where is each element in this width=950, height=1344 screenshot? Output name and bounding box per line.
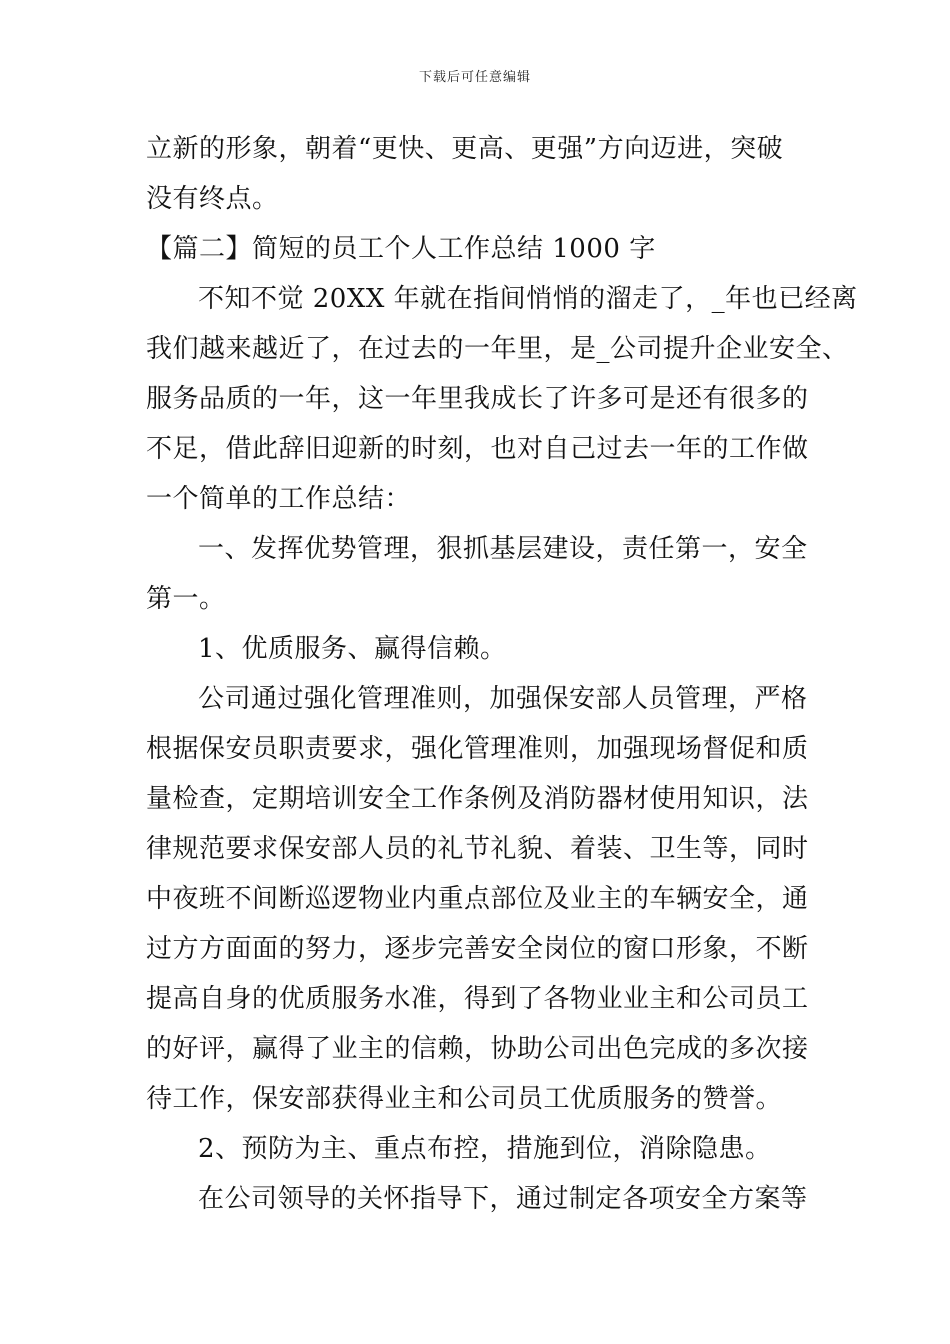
subsection-heading: 一、发挥优势管理，狠抓基层建设，责任第一，安全	[198, 534, 808, 564]
text-line: 律规范要求保安部人员的礼节礼貌、着装、卫生等，同时	[146, 834, 809, 864]
section-heading: 【篇二】简短的员工个人工作总结 1000 字	[146, 234, 656, 264]
text-line: 服务品质的一年，这一年里我成长了许多可是还有很多的	[146, 384, 809, 414]
text-line: 立新的形象，朝着“更快、更高、更强”方向迈进，突破	[146, 134, 784, 164]
text-line: 量检查，定期培训安全工作条例及消防器材使用知识，法	[146, 784, 809, 814]
text-line: 不足，借此辞旧迎新的时刻，也对自己过去一年的工作做	[146, 434, 809, 464]
text-line: 的好评，赢得了业主的信赖，协助公司出色完成的多次接	[146, 1034, 809, 1064]
page-header: 下载后可任意编辑	[418, 70, 531, 85]
paragraph-start: 公司通过强化管理准则，加强保安部人员管理，严格	[198, 684, 808, 714]
document-body	[146, 124, 858, 1224]
text-line: 提高自身的优质服务水准，得到了各物业业主和公司员工	[146, 984, 809, 1014]
text-line: 中夜班不间断巡逻物业内重点部位及业主的车辆安全，通	[146, 884, 809, 914]
item-heading: 2、预防为主、重点布控，措施到位，消除隐患。	[198, 1134, 772, 1164]
text-line: 一个简单的工作总结：	[146, 484, 412, 514]
text-line: 待工作，保安部获得业主和公司员工优质服务的赞誉。	[146, 1084, 783, 1114]
paragraph-start: 不知不觉 20XX 年就在指间悄悄的溜走了，_年也已经离	[198, 284, 858, 314]
paragraph-start: 在公司领导的关怀指导下，通过制定各项安全方案等	[198, 1184, 808, 1214]
text-line: 根据保安员职责要求，强化管理准则，加强现场督促和质	[146, 734, 809, 764]
item-heading: 1、优质服务、赢得信赖。	[198, 634, 507, 664]
text-line: 过方方面面的努力，逐步完善安全岗位的窗口形象，不断	[146, 934, 809, 964]
text-line: 我们越来越近了，在过去的一年里，是_公司提升企业安全、	[146, 334, 849, 364]
text-line: 没有终点。	[146, 184, 279, 214]
text-line: 第一。	[146, 584, 226, 614]
